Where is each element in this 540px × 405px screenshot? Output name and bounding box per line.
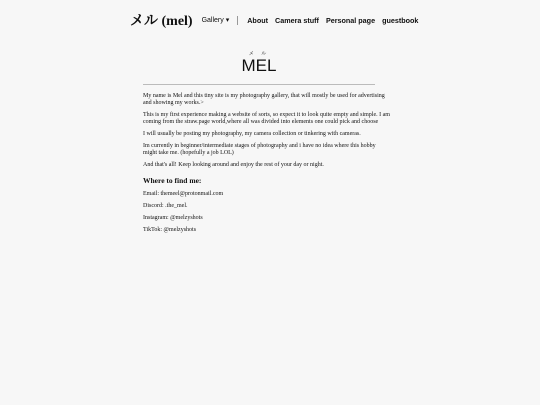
nav-divider xyxy=(237,16,238,25)
intro-paragraph: And that's all! Keep looking around and enjoy the rest of your day or night. xyxy=(143,162,324,168)
top-nav xyxy=(130,10,425,30)
contact-discord: Discord: .the_mel. xyxy=(143,203,188,209)
intro-paragraph: I will usually be posting my photography, my camera collection or tinkering with cameras. xyxy=(143,131,361,137)
page-header xyxy=(143,50,375,75)
title-ruby: メ ル xyxy=(248,51,270,57)
find-me-heading: Where to find me: xyxy=(143,176,202,185)
site-brand[interactable]: メル (mel) xyxy=(130,14,193,29)
contact-email: Email: themeel@protonmail.com xyxy=(143,191,224,197)
nav-about[interactable]: About xyxy=(247,15,268,25)
contact-tiktok: TikTok: @melzyshots xyxy=(143,227,197,233)
intro-paragraph: This is my first experience making a website of sorts, so expect it to look quite empty and simple. I am coming from the straw.page world,where all was divided into elements one could pick and choose xyxy=(143,112,390,125)
about-content xyxy=(143,93,391,239)
nav-personal-page[interactable]: Personal page xyxy=(325,15,376,25)
intro-paragraph: Im currently in beginner/intermediate stages of photography and i have no idea where this hobby might take me. (hopefully a job LOL) xyxy=(143,143,376,156)
contact-instagram: Instagram: @melzyshots xyxy=(143,215,203,221)
gallery-dropdown[interactable]: Gallery ▾ xyxy=(201,17,230,24)
page-title: MEL xyxy=(241,56,277,75)
header-divider xyxy=(143,84,375,85)
nav-guestbook[interactable]: guestbook xyxy=(382,15,419,25)
intro-paragraph: My name is Mel and this tiny site is my photography gallery, that will mostly be used for advertising and showing my works.> xyxy=(143,93,385,106)
nav-camera-stuff[interactable]: Camera stuff xyxy=(275,15,319,25)
